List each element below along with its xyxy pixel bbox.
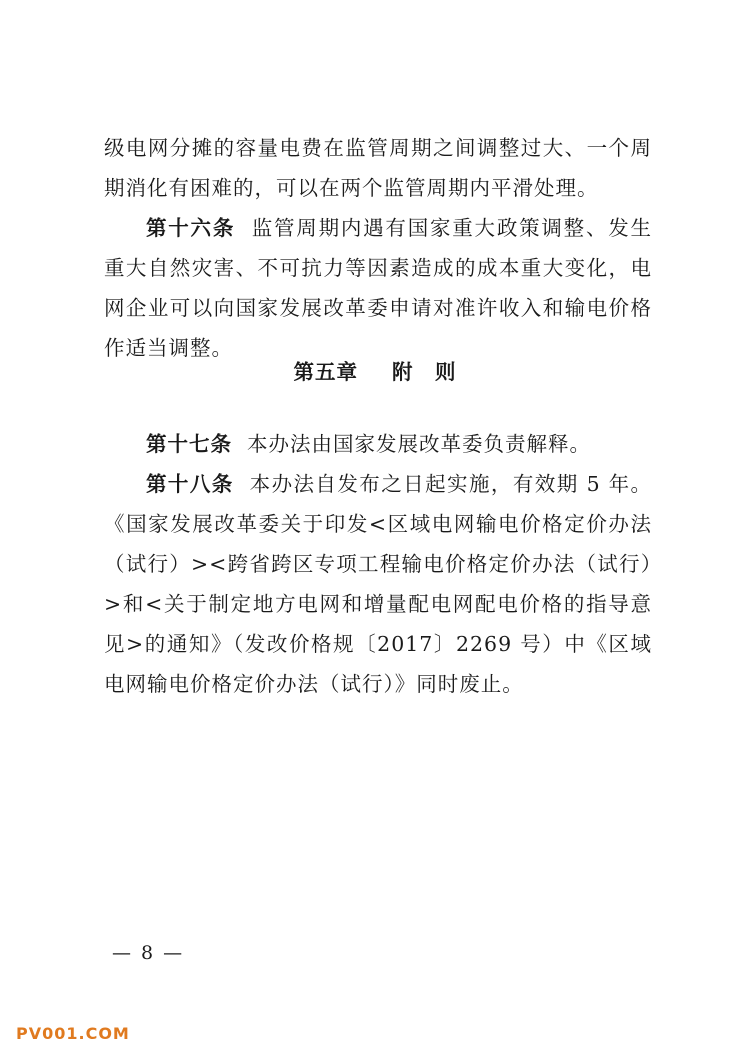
article-block-bottom [104,424,652,704]
article-17 [104,424,652,464]
continued-paragraph: 级电网分摊的容量电费在监管周期之间调整过大、一个周期消化有困难的，可以在两个监管周期内平滑处理。 [104,136,652,200]
article-18 [104,464,652,704]
article-17-label: 第十七条 [146,432,232,456]
article-16-text: 监管周期内遇有国家重大政策调整、发生重大自然灾害、不可抗力等因素造成的成本重大变化，电网企业可以向国家发展改革委申请对准许收入和输电价格作适当调整。 [104,216,653,360]
chapter-name: 附 则 [392,360,457,384]
article-17-text: 本办法由国家发展改革委负责解释。 [247,432,592,456]
page-number: — 8 — [112,942,185,964]
article-16-label: 第十六条 [146,216,236,240]
article-16 [104,208,652,368]
chapter-heading [0,352,750,392]
watermark-text: PV001.COM [16,1024,130,1043]
article-18-text: 本办法自发布之日起实施，有效期 5 年。《国家发展改革委关于印发<区域电网输电价格定价办法（试行）><跨省跨区专项工程输电价格定价办法（试行）>和<关于制定地方电网和增量配电网配电价格的指导意见>的通知》（发改价格规〔2017〕2269 号）中《区域电网输电价格定价办法（试行）》同时废止。 [104,472,652,696]
chapter-number: 第五章 [293,360,358,384]
article-block-top [104,128,652,368]
article-18-label: 第十八条 [146,472,234,496]
